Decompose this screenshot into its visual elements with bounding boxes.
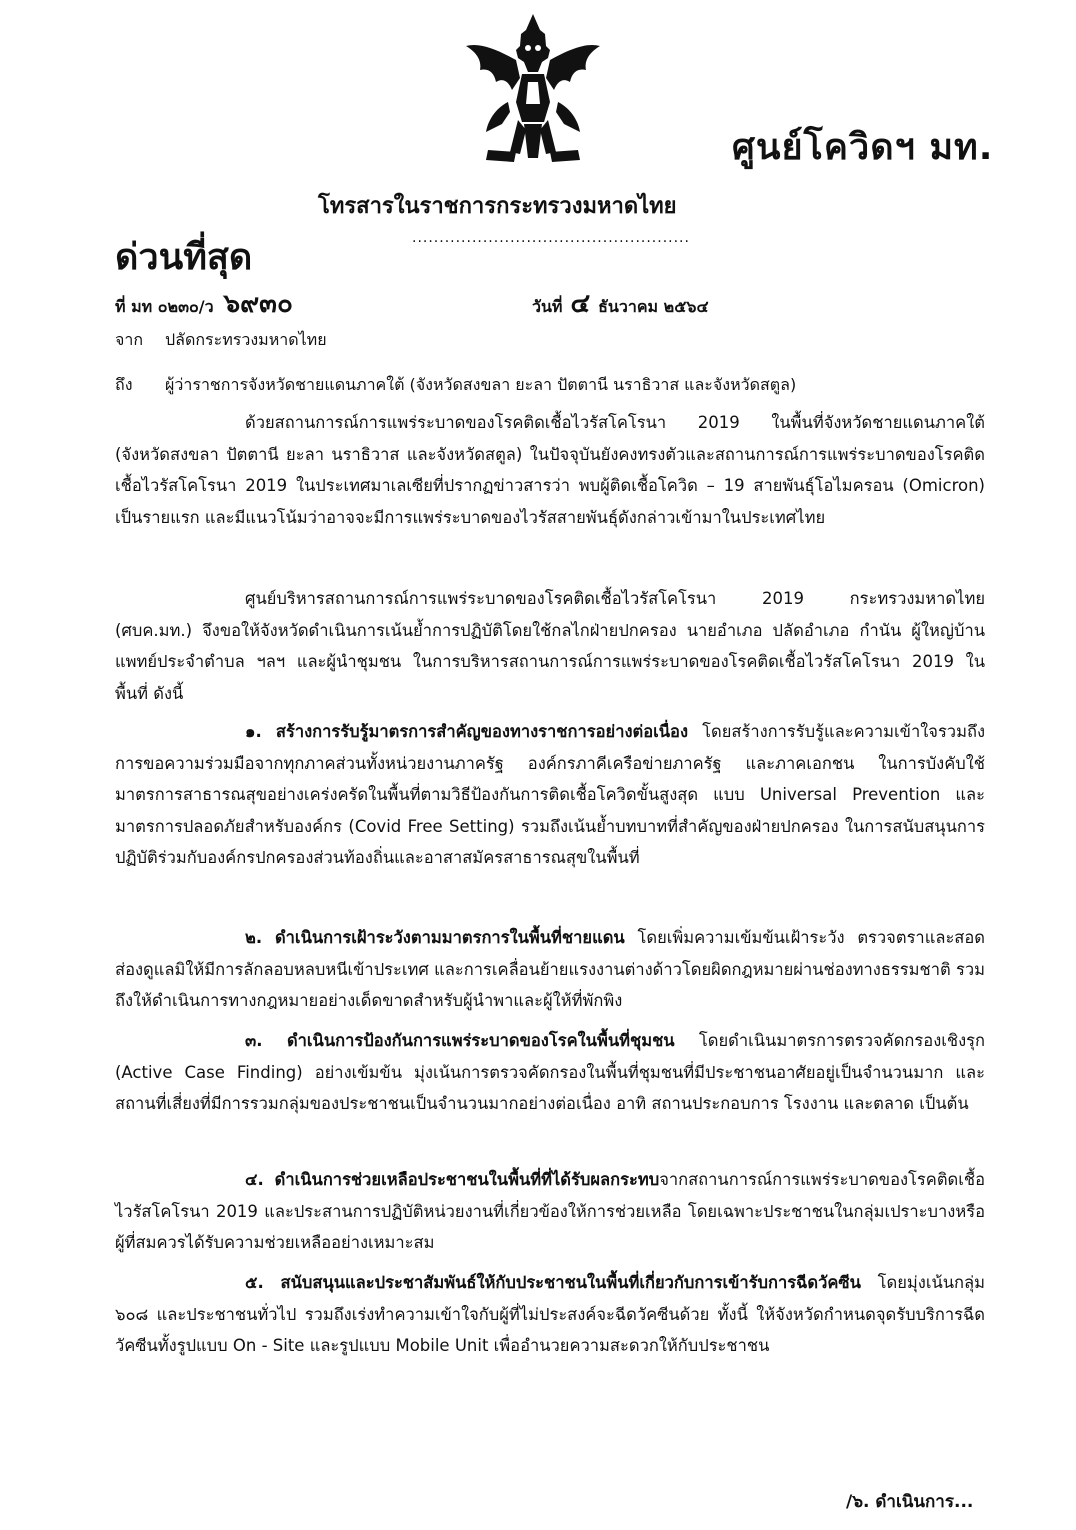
date-prefix: วันที่ (532, 297, 563, 316)
document-number (115, 283, 293, 324)
garuda-emblem (458, 12, 608, 167)
item-title: สนับสนุนและประชาสัมพันธ์ให้กับประชาชนในพื้นที่เกี่ยวกับการเข้ารับการฉีดวัคซีน (280, 1273, 861, 1292)
list-item (115, 1267, 985, 1362)
list-item (115, 716, 985, 874)
list-item (115, 1025, 985, 1120)
item-text: โดยมุ่งเน้นกลุ่ม ๖๐๘ และประชาชนทั่วไป รวมถึงเร่งทำความเข้าใจกับผู้ที่ไม่ประสงค์จะฉีดวัคซีนด้วย ทั้งนี้ ให้จังหวัดกำหนดจุดรับบริการฉีดวัคซีนทั้งรูปแบบ On - Site และรูปแบบ Mobile Unit เพื่ออำนวยความสะดวกให้กับประชาชน (115, 1273, 985, 1355)
from-label: จาก (115, 330, 144, 349)
item-title: ดำเนินการป้องกันการแพร่ระบาดของโรคในพื้นที่ชุมชน (286, 1031, 675, 1050)
date-day-handwritten: ๔ (570, 289, 591, 319)
item-number: ๔. (245, 1170, 264, 1189)
document-number-handwritten: ๖๙๓๐ (223, 289, 293, 319)
urgency-label: ด่วนที่สุด (115, 237, 253, 278)
document-subtitle: โทรสารในราชการกระทรวงมหาดไทย (318, 194, 677, 219)
date-suffix: ธันวาคม ๒๕๖๔ (598, 297, 709, 316)
center-name: ศูนย์โควิดฯ มท. (732, 127, 994, 168)
item-text: โดยสร้างการรับรู้และความเข้าใจรวมถึงการขอความร่วมมือจากทุกภาคส่วนทั้งหน่วยงานภาครัฐ องค์กรภาคีเครือข่ายภาครัฐ และภาคเอกชน ในการบังคับใช้มาตรการสาธารณสุขอย่างเคร่งครัดในพื้นที่ตามวิธีป้องกันการติดเชื้อโควิดขั้นสูงสุด แบบ Universal Prevention และมาตรการปลอดภัยสำหรับองค์กร (Covid Free Setting) รวมถึงเน้นย้ำบทบาทที่สำคัญของฝ่ายปกครอง ในการสนับสนุนการปฏิบัติร่วมกับองค์กรปกครองส่วนท้องถิ่นและอาสาสมัครสาธารณสุขในพื้นที่ (115, 722, 985, 867)
item-text: จากสถานการณ์การแพร่ระบาดของโรคติดเชื้อไวรัสโคโรนา 2019 และประสานการปฏิบัติหน่วยงานที่เกี่ยวข้องให้การช่วยเหลือ โดยเฉพาะประชาชนในกลุ่มเปราะบางหรือผู้ที่สมควรได้รับความช่วยเหลืออย่างเหมาะสม (115, 1170, 985, 1252)
item-text: โดยเพิ่มความเข้มข้นเฝ้าระวัง ตรวจตราและสอดส่องดูแลมิให้มีการลักลอบหลบหนีเข้าประเทศ และการเคลื่อนย้ายแรงงานต่างด้าวโดยผิดกฎหมายผ่านช่องทางธรรมชาติ รวมถึงให้ดำเนินการทางกฎหมายอย่างเด็ดขาดสำหรับผู้นำพาและผู้ให้ที่พักพิง (115, 928, 985, 1010)
item-number: ๕. (245, 1273, 264, 1292)
item-number: ๒. (245, 928, 263, 947)
from-value: ปลัดกระทรวงมหาดไทย (165, 330, 327, 349)
item-title: ดำเนินการช่วยเหลือประชาชนในพื้นที่ที่ได้รับผลกระทบ (274, 1170, 660, 1189)
item-text: โดยดำเนินมาตรการตรวจคัดกรองเชิงรุก (Active Case Finding) อย่างเข้มข้น มุ่งเน้นการตรวจคัดกรองในพื้นที่ชุมชนที่มีประชาชนอาศัยอยู่เป็นจำนวนมาก และสถานที่เสี่ยงที่มีการรวมกลุ่มของประชาชนเป็นจำนวนมากอย่างต่อเนื่อง อาทิ สถานประกอบการ โรงงาน และตลาด เป็นต้น (115, 1031, 986, 1113)
dotted-line: ................................................... (412, 230, 690, 246)
page-continuation: /๖. ดำเนินการ... (846, 1492, 974, 1512)
item-number: ๓. (245, 1031, 263, 1050)
item-title: ดำเนินการเฝ้าระวังตามมาตรการในพื้นที่ชายแดน (274, 928, 625, 947)
item-title: สร้างการรับรู้มาตรการสำคัญของทางราชการอย่างต่อเนื่อง (275, 722, 689, 741)
list-item (115, 922, 985, 1017)
item-number: ๑. (245, 722, 262, 741)
to-label: ถึง (115, 375, 133, 394)
document-date (532, 283, 709, 324)
paragraph-request: ศูนย์บริหารสถานการณ์การแพร่ระบาดของโรคติดเชื้อไวรัสโคโรนา 2019 กระทรวงมหาดไทย (ศบค.มท.) จึงขอให้จังหวัดดำเนินการเน้นย้ำการปฏิบัติโดยใช้กลไกฝ่ายปกครอง นายอำเภอ ปลัดอำเภอ กำนัน ผู้ใหญ่บ้าน แพทย์ประจำตำบล ฯลฯ และผู้นำชุมชน ในการบริหารสถานการณ์การแพร่ระบาดของโรคติดเชื้อไวรัสโคโรนา 2019 ในพื้นที่ ดังนี้ (115, 589, 985, 703)
list-item (115, 1164, 985, 1259)
document-number-prefix: ที่ มท ๐๒๓๐/ว (115, 297, 214, 316)
paragraph-situation: ด้วยสถานการณ์การแพร่ระบาดของโรคติดเชื้อไวรัสโคโรนา 2019 ในพื้นที่จังหวัดชายแดนภาคใต้ (จังหวัดสงขลา ปัตตานี ยะลา นราธิวาส และจังหวัดสตูล) ในปัจจุบันยังคงทรงตัวและสถานการณ์การแพร่ระบาดของโรคติดเชื้อไวรัสโคโรนา 2019 ในประเทศมาเลเซียที่ปรากฏข่าวสารว่า พบผู้ติดเชื้อโควิด – 19 สายพันธุ์โอไมครอน (Omicron) เป็นรายแรก และมีแนวโน้มว่าอาจจะมีการแพร่ระบาดของไวรัสสายพันธุ์ดังกล่าวเข้ามาในประเทศไทย (115, 413, 985, 527)
to-value: ผู้ว่าราชการจังหวัดชายแดนภาคใต้ (จังหวัดสงขลา ยะลา ปัตตานี นราธิวาส และจังหวัดสตูล) (165, 375, 797, 394)
